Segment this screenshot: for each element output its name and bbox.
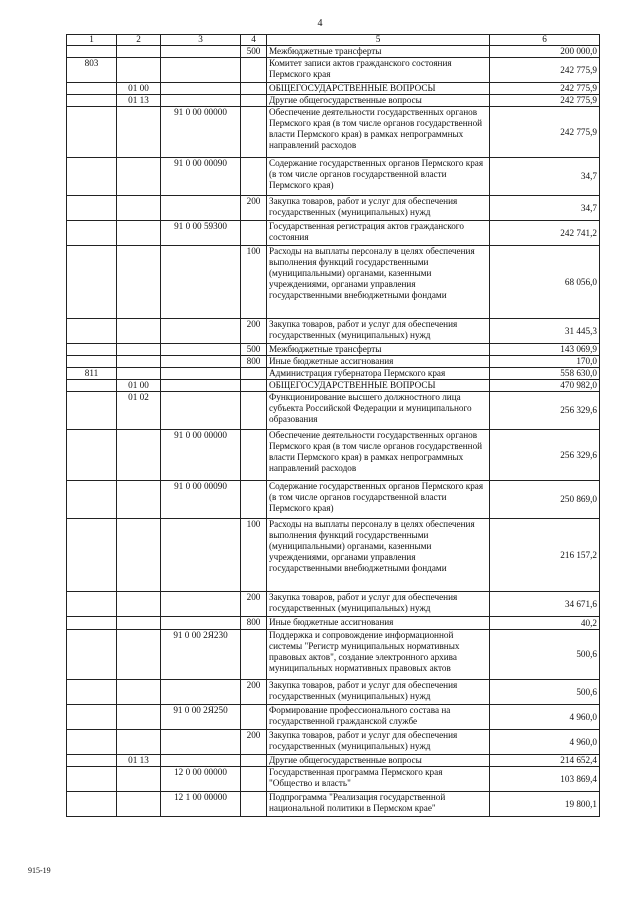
cell-c4 (241, 705, 267, 730)
cell-c2 (117, 519, 161, 592)
cell-c2 (117, 680, 161, 705)
header-cell: 6 (490, 35, 600, 46)
cell-c5: Другие общегосударственные вопросы (267, 95, 490, 107)
cell-c4 (241, 95, 267, 107)
cell-c2 (117, 481, 161, 519)
cell-c6: 500,6 (490, 630, 600, 680)
cell-c3 (161, 196, 241, 221)
cell-c3 (161, 680, 241, 705)
cell-c4: 100 (241, 246, 267, 319)
cell-c5: Комитет записи актов гражданского состояния Пермского края (267, 58, 490, 83)
cell-c1 (67, 246, 117, 319)
cell-c5: Закупка товаров, работ и услуг для обеспечения государственных (муниципальных) нужд (267, 730, 490, 755)
cell-c4 (241, 107, 267, 158)
cell-c5: Государственная регистрация актов гражданского состояния (267, 221, 490, 246)
cell-c6: 4 960,0 (490, 705, 600, 730)
cell-c3: 91 0 00 2Я230 (161, 630, 241, 680)
cell-c4 (241, 630, 267, 680)
cell-c6: 19 800,1 (490, 792, 600, 817)
cell-c5: Закупка товаров, работ и услуг для обеспечения государственных (муниципальных) нужд (267, 680, 490, 705)
cell-c5: Межбюджетные трансферты (267, 344, 490, 356)
table-row (67, 519, 600, 592)
cell-c6: 34 671,6 (490, 592, 600, 617)
cell-c3 (161, 95, 241, 107)
cell-c5: Содержание государственных органов Пермского края (в том числе органов государственной власти Пермского края) (267, 481, 490, 519)
table-row (67, 617, 600, 630)
cell-c4 (241, 380, 267, 392)
cell-c1 (67, 680, 117, 705)
cell-c3: 91 0 00 00090 (161, 158, 241, 196)
cell-c5: Поддержка и сопровождение информационной системы "Регистр муниципальных нормативных правовых актов", создание электронного архива муниципальных нормативных правовых актов (267, 630, 490, 680)
cell-c2: 01 00 (117, 83, 161, 95)
cell-c3 (161, 344, 241, 356)
cell-c4: 200 (241, 319, 267, 344)
cell-c5: Обеспечение деятельности государственных органов Пермского края (в том числе органов государственной власти Пермского края) в рамках непрограммных направлений расходов (267, 430, 490, 481)
cell-c1 (67, 344, 117, 356)
cell-c2 (117, 730, 161, 755)
table-row (67, 481, 600, 519)
cell-c4: 100 (241, 519, 267, 592)
cell-c1 (67, 617, 117, 630)
cell-c1 (67, 221, 117, 246)
cell-c5: Государственная программа Пермского края "Общество и власть" (267, 767, 490, 792)
cell-c3 (161, 592, 241, 617)
cell-c5: Формирование профессионального состава на государственной гражданской службе (267, 705, 490, 730)
cell-c3: 12 0 00 00000 (161, 767, 241, 792)
cell-c6: 170,0 (490, 356, 600, 368)
cell-c4 (241, 792, 267, 817)
table-row (67, 680, 600, 705)
header-cell: 3 (161, 35, 241, 46)
cell-c2: 01 02 (117, 392, 161, 430)
cell-c2 (117, 344, 161, 356)
table-row (67, 730, 600, 755)
cell-c5: Закупка товаров, работ и услуг для обеспечения государственных (муниципальных) нужд (267, 592, 490, 617)
cell-c5: Расходы на выплаты персоналу в целях обеспечения выполнения функций государственными (муниципальными) органами, казенными учреждениями, органами управления государственными внебюджетными фондами (267, 519, 490, 592)
table-row (67, 83, 600, 95)
cell-c3 (161, 319, 241, 344)
cell-c2 (117, 630, 161, 680)
cell-c5: Администрация губернатора Пермского края (267, 368, 490, 380)
budget-table (66, 34, 600, 817)
table-row (67, 58, 600, 83)
cell-c5: Иные бюджетные ассигнования (267, 617, 490, 630)
cell-c6: 250 869,0 (490, 481, 600, 519)
cell-c2 (117, 319, 161, 344)
table-row (67, 95, 600, 107)
cell-c5: Расходы на выплаты персоналу в целях обеспечения выполнения функций государственными (муниципальными) органами, казенными учреждениями, органами управления государственными внебюджетными фондами (267, 246, 490, 319)
table-row (67, 592, 600, 617)
cell-c2 (117, 46, 161, 58)
cell-c1 (67, 46, 117, 58)
cell-c5: Закупка товаров, работ и услуг для обеспечения государственных (муниципальных) нужд (267, 196, 490, 221)
cell-c3 (161, 356, 241, 368)
cell-c3: 91 0 00 00000 (161, 430, 241, 481)
table-row (67, 221, 600, 246)
cell-c3: 91 0 00 00090 (161, 481, 241, 519)
cell-c6: 500,6 (490, 680, 600, 705)
cell-c2 (117, 705, 161, 730)
header-cell: 4 (241, 35, 267, 46)
cell-c6: 143 069,9 (490, 344, 600, 356)
cell-c2 (117, 58, 161, 83)
table-row (67, 705, 600, 730)
cell-c6: 242 775,9 (490, 95, 600, 107)
cell-c5: Другие общегосударственные вопросы (267, 755, 490, 767)
cell-c6: 216 157,2 (490, 519, 600, 592)
table-row (67, 368, 600, 380)
cell-c2 (117, 592, 161, 617)
cell-c6: 4 960,0 (490, 730, 600, 755)
cell-c4 (241, 430, 267, 481)
cell-c3 (161, 755, 241, 767)
cell-c1: 811 (67, 368, 117, 380)
cell-c1 (67, 319, 117, 344)
cell-c2 (117, 368, 161, 380)
cell-c5: Закупка товаров, работ и услуг для обеспечения государственных (муниципальных) нужд (267, 319, 490, 344)
table-row (67, 792, 600, 817)
table-body (67, 46, 600, 817)
cell-c2 (117, 617, 161, 630)
cell-c3 (161, 46, 241, 58)
cell-c3 (161, 730, 241, 755)
cell-c4 (241, 221, 267, 246)
table-row (67, 246, 600, 319)
cell-c4: 500 (241, 344, 267, 356)
cell-c1 (67, 158, 117, 196)
cell-c2 (117, 356, 161, 368)
cell-c5: Обеспечение деятельности государственных органов Пермского края (в том числе органов государственной власти Пермского края) в рамках непрограммных направлений расходов (267, 107, 490, 158)
cell-c1 (67, 380, 117, 392)
cell-c1 (67, 755, 117, 767)
cell-c3 (161, 246, 241, 319)
cell-c3 (161, 617, 241, 630)
cell-c3 (161, 519, 241, 592)
cell-c4: 200 (241, 196, 267, 221)
header-cell: 5 (267, 35, 490, 46)
cell-c6: 242 741,2 (490, 221, 600, 246)
cell-c4 (241, 481, 267, 519)
table-row (67, 196, 600, 221)
table-row (67, 344, 600, 356)
cell-c3 (161, 380, 241, 392)
header-cell: 2 (117, 35, 161, 46)
cell-c1 (67, 730, 117, 755)
cell-c1: 803 (67, 58, 117, 83)
cell-c2 (117, 246, 161, 319)
cell-c1 (67, 83, 117, 95)
header-row (67, 35, 600, 46)
cell-c2 (117, 792, 161, 817)
cell-c5: Межбюджетные трансферты (267, 46, 490, 58)
cell-c2 (117, 107, 161, 158)
cell-c3 (161, 58, 241, 83)
cell-c6: 256 329,6 (490, 392, 600, 430)
cell-c3 (161, 392, 241, 430)
table-row (67, 356, 600, 368)
cell-c4 (241, 755, 267, 767)
cell-c5: Иные бюджетные ассигнования (267, 356, 490, 368)
cell-c6: 242 775,9 (490, 83, 600, 95)
cell-c1 (67, 481, 117, 519)
cell-c3: 91 0 00 2Я250 (161, 705, 241, 730)
cell-c3: 91 0 00 59300 (161, 221, 241, 246)
table-row (67, 767, 600, 792)
cell-c6: 68 056,0 (490, 246, 600, 319)
cell-c2 (117, 767, 161, 792)
cell-c6: 242 775,9 (490, 58, 600, 83)
cell-c4: 200 (241, 680, 267, 705)
cell-c1 (67, 630, 117, 680)
cell-c6: 31 445,3 (490, 319, 600, 344)
cell-c1 (67, 356, 117, 368)
cell-c6: 200 000,0 (490, 46, 600, 58)
cell-c4 (241, 392, 267, 430)
table-row (67, 630, 600, 680)
cell-c6: 470 982,0 (490, 380, 600, 392)
cell-c3: 91 0 00 00000 (161, 107, 241, 158)
cell-c4 (241, 58, 267, 83)
cell-c2 (117, 158, 161, 196)
footer-code: 915-19 (28, 866, 51, 875)
cell-c6: 34,7 (490, 158, 600, 196)
cell-c1 (67, 519, 117, 592)
table-row (67, 755, 600, 767)
cell-c2: 01 00 (117, 380, 161, 392)
cell-c1 (67, 592, 117, 617)
cell-c3 (161, 368, 241, 380)
cell-c6: 256 329,6 (490, 430, 600, 481)
table-row (67, 107, 600, 158)
cell-c5: Подпрограмма "Реализация государственной национальной политики в Пермском крае" (267, 792, 490, 817)
table-row (67, 392, 600, 430)
cell-c5: ОБЩЕГОСУДАРСТВЕННЫЕ ВОПРОСЫ (267, 83, 490, 95)
header-cell: 1 (67, 35, 117, 46)
cell-c5: Функционирование высшего должностного лица субъекта Российской Федерации и муниципального образования (267, 392, 490, 430)
cell-c4 (241, 767, 267, 792)
cell-c5: Содержание государственных органов Пермского края (в том числе органов государственной власти Пермского края) (267, 158, 490, 196)
cell-c2 (117, 430, 161, 481)
cell-c2: 01 13 (117, 95, 161, 107)
cell-c6: 242 775,9 (490, 107, 600, 158)
cell-c2 (117, 221, 161, 246)
cell-c1 (67, 107, 117, 158)
cell-c4: 500 (241, 46, 267, 58)
cell-c6: 40,2 (490, 617, 600, 630)
cell-c1 (67, 392, 117, 430)
cell-c2: 01 13 (117, 755, 161, 767)
cell-c4: 200 (241, 592, 267, 617)
table-row (67, 380, 600, 392)
cell-c1 (67, 196, 117, 221)
cell-c4: 800 (241, 617, 267, 630)
cell-c5: ОБЩЕГОСУДАРСТВЕННЫЕ ВОПРОСЫ (267, 380, 490, 392)
table-row (67, 319, 600, 344)
cell-c1 (67, 430, 117, 481)
cell-c6: 34,7 (490, 196, 600, 221)
cell-c1 (67, 705, 117, 730)
cell-c1 (67, 792, 117, 817)
cell-c2 (117, 196, 161, 221)
cell-c3 (161, 83, 241, 95)
cell-c1 (67, 767, 117, 792)
cell-c4: 800 (241, 356, 267, 368)
cell-c6: 214 652,4 (490, 755, 600, 767)
cell-c4 (241, 368, 267, 380)
cell-c6: 558 630,0 (490, 368, 600, 380)
table-row (67, 430, 600, 481)
cell-c6: 103 869,4 (490, 767, 600, 792)
table-row (67, 46, 600, 58)
cell-c1 (67, 95, 117, 107)
page-number: 4 (317, 18, 323, 29)
table-row (67, 158, 600, 196)
cell-c4 (241, 158, 267, 196)
cell-c4 (241, 83, 267, 95)
cell-c3: 12 1 00 00000 (161, 792, 241, 817)
cell-c4: 200 (241, 730, 267, 755)
